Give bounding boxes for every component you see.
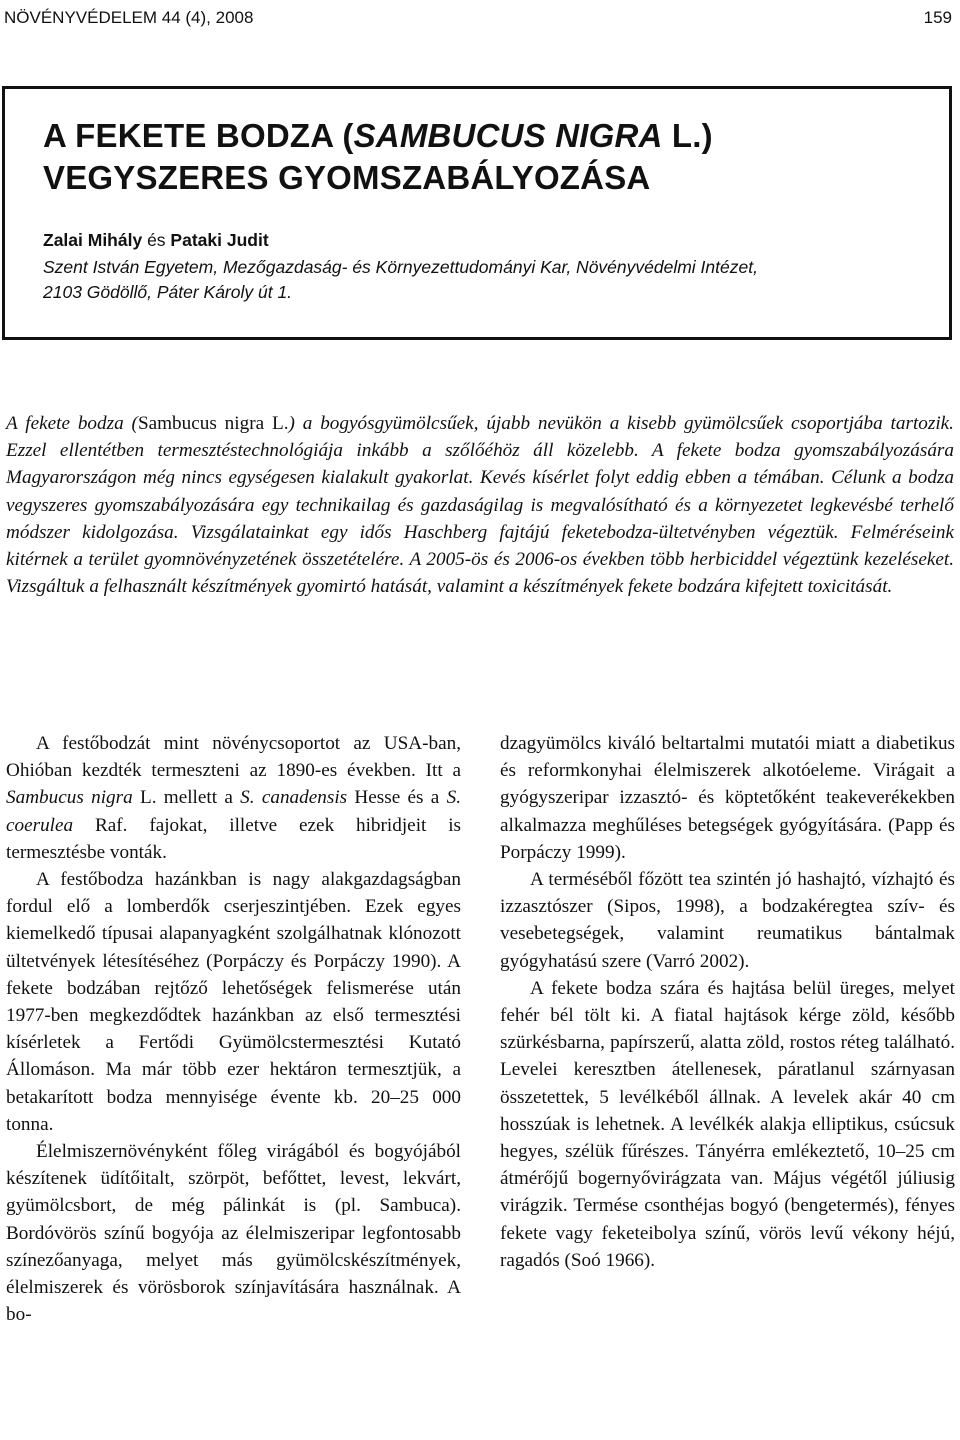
abstract-paragraph: A fekete bodza (Sambucus nigra L.) a bogyósgyümölcsűek, újabb nevükön a kisebb gyümölcsűek csoportjába tartozik. Ezzel ellentétben termesztéstechnológiája inkább a szőlőéhöz áll közelebb. A fekete bodza gyomszabályozására Magyarországon még nincs egységesen kialakult gyakorlat. Kevés kísérlet folyt eddig ebben a témában. Célunk a bodza vegyszeres gyomszabályozására egy technikailag és gazdaságilag is megvalósítható és a környezetet legkevésbé terhelő módszer kidolgozása. Vizsgálatainkat egy idős Haschberg fajtájú feketebodza-ültetvényben végeztük. Felméréseink kitérnek a terület gyomnövényzetének összetételére. A 2005-ös és 2006-os években több herbiciddel végeztünk kezeléseket. Vizsgáltuk a felhasznált készítmények gyomirtó hatását, valamint a készítmények fekete bodzára kifejtett toxicitását. — [6, 413, 954, 598]
author-1: Zalai Mihály — [43, 230, 143, 250]
title-box — [2, 86, 952, 340]
affiliation-line-1: Szent István Egyetem, Mezőgazdaság- és Környezettudományi Kar, Növényvédelmi Intézet, — [43, 257, 758, 277]
body-paragraph: Élelmiszernövényként főleg virágából és bogyójából készítenek üdítőitalt, szörpöt, befőttet, levest, lekvárt, gyümölcsbort, de még pálinkát is (pl. Sambuca). Bordóvörös színű bogyója az élelmiszeripar legfontosabb színezőanyaga, melyet más gyümölcskészítmények, élelmiszerek és vörösborok színjavítására használnak. A bo- — [6, 1141, 461, 1326]
article-title: A FEKETE BODZA (SAMBUCUS NIGRA L.) VEGYSZERES GYOMSZABÁLYOZÁSA — [43, 117, 713, 196]
body-column-right — [500, 730, 955, 1274]
page-number: 159 — [923, 8, 952, 27]
body-paragraph: A festőbodza hazánkban is nagy alakgazdagságban fordul elő a lomberdők cserjeszintjében. Ezek egyes kiemelkedő típusai alapanyagként szolgálhatnak klónozott ültetvények létesítéséhez (Porpáczy és Porpáczy 1990). A fekete bodzában rejtőző lehetőségek felismerése után 1977-ben megkezdődtek hazánkban az első termesztési kísérletek a Fertődi Gyümölcstermesztési Kutató Állomáson. Ma már több ezer hektáron termesztjük, a betakarított bodza mennyisége évente kb. 20–25 000 tonna. — [6, 869, 461, 1135]
affiliation-line-2: 2103 Gödöllő, Páter Károly út 1. — [43, 282, 293, 302]
body-column-left — [6, 730, 461, 1328]
affiliation — [43, 255, 758, 305]
abstract — [6, 410, 954, 600]
title-species: SAMBUCUS NIGRA — [353, 117, 663, 154]
author-line: Zalai Mihály és Pataki Judit — [43, 230, 269, 250]
author-2: Pataki Judit — [170, 230, 269, 250]
abstract-species: Sambucus nigra L. — [137, 413, 289, 434]
journal-citation: NÖVÉNYVÉDELEM 44 (4), 2008 — [4, 8, 254, 27]
body-paragraph: A fekete bodza szára és hajtása belül üreges, melyet fehér bél tölt ki. A fiatal hajtások kérge zöld, később szürkésbarna, papírszerű, alatta zöld, rostos réteg található. Levelei keresztben átellenesek, páratlanul szárnyasan összetettek, 5 levélkéből állnak. A levelek akár 40 cm hosszúak is lehetnek. A levélkék alakja elliptikus, csúcsuk hegyes, szélük fűrészes. Tányérra emlékeztető, 10–25 cm átmérőjű bogernyővirágzata van. Május végétől júliusig virágzik. Termése csonthéjas bogyó (bengetermés), fényes fekete vagy feketeibolya színű, vörös levű vékony héjú, ragadós (Soó 1966). — [500, 977, 955, 1271]
body-paragraph: A terméséből főzött tea szintén jó hashajtó, vízhajtó és izzasztószer (Sipos, 1998), a bodzakéregtea szív- és vesebetegségek, valamint reumatikus bántalmak gyógyhatású szere (Varró 2002). — [500, 869, 955, 972]
body-paragraph: dzagyümölcs kiváló beltartalmi mutatói miatt a diabetikus és reformkonyhai élelmiszerek alkotóeleme. Virágait a gyógyszeripar izzasztó- és köptetőként teakeverékekben alkalmazza meghűléses betegségek gyógyítására. (Papp és Porpáczy 1999). — [500, 733, 955, 863]
body-paragraph: A festőbodzát mint növénycsoportot az USA-ban, Ohióban kezdték termeszteni az 1890-es években. Itt a Sambucus nigra L. mellett a S. canadensis Hesse és a S. coerulea Raf. fajokat, illetve ezek hibridjeit is termesztésbe vonták. — [6, 733, 461, 863]
running-header — [4, 4, 956, 34]
